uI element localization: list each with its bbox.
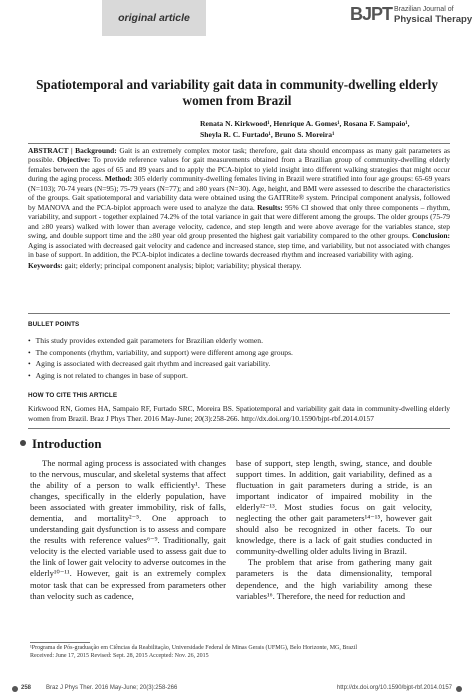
citation-text: Kirkwood RN, Gomes HA, Sampaio RF, Furtado SRC, Moreira BS. Spatiotemporal and variability gait data in community-dwelling elderly women from Brazil. Braz J Phys Ther. 2016 May-June; 20(3):258-266. http://dx.doi.org/10.1590/bjpt-rbf.2014.0157 <box>28 404 450 423</box>
abstract-results: 95% CI showed that only three components – rhythm, variability, and support - together explained 74.2% of the total variance in gait that were different among the groups. The older groups (75-79 and ≥80 years) walked with lower than average velocity, cadence, and step length and were above average for the variables stance, step swing, and double support time and the ≥80 year old group presented the highest gait variability compared to the other groups. <box>28 202 451 241</box>
author-line: Renata N. Kirkwood¹, Henrique A. Gomes¹, Rosana F. Sampaio¹, <box>200 119 410 128</box>
divider <box>28 143 450 144</box>
abstract-method: 305 elderly community-dwelling females living in Brazil were stratified into four age groups: 65-69 years (N=103); 70-74 years (N=95); 75-79 years (N=77); and ≥80 years (N=30). Age, height, and BMI were assessed to describe the characteristics of the groups. Gait spatiotemporal and variability data were obtained using the GAITRite® system. Principal component analysis, followed by MANOVA and the PCA-biplot approach were used to analyze the data. <box>28 174 450 212</box>
list-item: • This study provides extended gait parameters for Brazilian elderly women. <box>28 335 448 347</box>
keywords <box>28 261 450 270</box>
keywords-label: Keywords: <box>28 261 63 271</box>
section-heading-text: Introduction <box>32 437 102 451</box>
method-label: Method: <box>102 174 133 184</box>
bullet-dot-icon <box>20 440 26 446</box>
body-column-right <box>236 458 432 602</box>
abstract-label: ABSTRACT | Background: <box>28 146 117 155</box>
article-title: Spatiotemporal and variability gait data in community-dwelling elderly women from Brazil <box>36 77 438 108</box>
bullet-points-heading: BULLET POINTS <box>28 321 80 328</box>
abstract-background: Gait is an extremely complex motor task; therefore, gait data should encompass as many gait parameters as possible. <box>28 146 450 165</box>
journal-name-small: Brazilian Journal of <box>394 6 454 13</box>
page-number: 258 <box>21 685 32 691</box>
journal-logo-mark: BJPT <box>350 4 393 24</box>
paragraph: The problem that arise from gathering many gait parameters is the data dimensionality, temporal dependence, and the high variability among these variables¹⁶. Therefore, the need for reduction and <box>236 557 432 601</box>
footer-journal-citation: Braz J Phys Ther. 2016 May-June; 20(3):258-266 <box>46 685 178 691</box>
footnote-divider <box>30 642 90 643</box>
paragraph: base of support, step length, swing, stance, and double support times. In addition, gait variability, defined as a fluctuation in gait parameters during a stride, is an important indicator of impaired mobility in the elderly¹²⁻¹³. Most studies focus on gait velocity, neglecting the other gait parameters¹⁴⁻¹⁵, however gait should also be recognized in other facets. To our knowledge, there is a lack of gait studies conducted in community-dwelling older adults living in Brazil. <box>236 458 432 557</box>
section-tab: original article <box>102 0 206 36</box>
footer-doi: http://dx.doi.org/10.1590/bjpt-rbf.2014.0157 <box>336 685 452 691</box>
list-item: • The components (rhythm, variability, and support) were different among age groups. <box>28 347 448 359</box>
page-dot-icon <box>12 686 18 692</box>
affiliation: ¹Programa de Pós-graduação em Ciências da Reabilitação, Universidade Federal de Minas Gerais (UFMG), Belo Horizonte, MG, Brazil <box>30 645 358 651</box>
objective-label: Objective: <box>54 155 91 165</box>
results-label: Results: <box>254 202 283 212</box>
abstract-body <box>28 146 450 259</box>
list-item: • Aging is not related to changes in base of support. <box>28 370 448 382</box>
keywords-text: gait; elderly; principal component analysis; biplot; variability; physical therapy. <box>62 261 302 271</box>
divider <box>28 428 450 429</box>
list-item: • Aging is associated with decreased gait rhythm and increased gait variability. <box>28 358 448 370</box>
received-dates: Received: June 17, 2015 Revised: Sept. 28, 2015 Accepted: Nov. 26, 2015 <box>30 652 209 659</box>
footnote <box>30 645 450 660</box>
journal-name-big: Physical Therapy <box>394 14 473 25</box>
journal-logo <box>350 2 473 40</box>
page-footer <box>12 685 462 697</box>
conclusion-label: Conclusion: <box>409 231 450 241</box>
page-dot-icon <box>456 686 462 692</box>
author-list <box>200 119 464 140</box>
author-line: Sheyla R. C. Furtado¹, Bruno S. Moreira¹ <box>200 129 335 139</box>
section-heading <box>20 437 101 452</box>
cite-heading: HOW TO CITE THIS ARTICLE <box>28 392 118 399</box>
divider <box>28 313 450 314</box>
abstract-objective: To provide reference values for gait measurements obtained from a Brazilian group of community-dwelling elderly females between the ages of 65 and 89 years and to apply the PCA-biplot to yield insight into different walking strategies that might occur during the aging process. <box>28 155 451 184</box>
abstract <box>28 146 450 271</box>
abstract-conclusion: Aging is associated with decreased gait velocity and cadence and increased stance, step time, and variability, but not associated with changes in base of support. In addition, the PCA-biplot indicates a decline towards decreased rhythm and increased variability with aging. <box>28 240 450 259</box>
bullet-list <box>28 335 448 381</box>
body-column-left <box>30 458 226 602</box>
paragraph: The normal aging process is associated with changes to the nervous, muscular, and skeletal systems that affect the ability of a person to walk efficiently¹. These changes, specifically in the elderly population, have been associated with greater immobility, risk of falls, dementia, and mortality²⁻⁵. One approach to understanding gait dysfunction is to assess and compare the results with reference values⁶⁻⁹. Traditionally, gait velocity is the elected variable used to assess gait due to the link of lower gait velocity to adverse outcomes in the elderly¹⁰⁻¹¹. However, gait is an extremely complex motor task that can be expressed from parameters other than velocity such as cadence, <box>30 458 226 601</box>
